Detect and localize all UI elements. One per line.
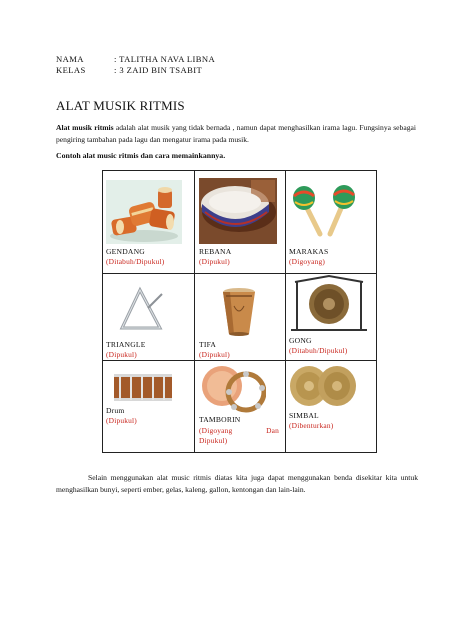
class-row — [56, 65, 202, 75]
play-method-marakas: (Digoyang) — [289, 257, 326, 266]
instrument-name-marakas: MARAKAS — [289, 247, 329, 256]
play-method-tamborin — [199, 426, 279, 436]
instrument-name-drum: Drum — [106, 406, 125, 415]
snare-drum-icon — [112, 370, 174, 404]
tambourine-icon — [200, 362, 266, 414]
examples-heading: Contoh alat music ritmis dan cara memainkannya. — [56, 151, 226, 160]
triangle-icon — [118, 286, 164, 334]
class-label: KELAS — [56, 65, 86, 75]
name-value: : TALITHA NAVA LIBNA — [114, 54, 216, 64]
instrument-name-simbal: SIMBAL — [289, 411, 319, 420]
instrument-name-triangle: TRIANGLE — [106, 340, 146, 349]
definition-text: adalah alat musik yang tidak bernada , namun dapat menghasilkan irama lagu. Fungsinya sebagai pengiring tambahan pada lagu dan mengatur irama pada musik. — [56, 123, 417, 144]
maracas-icon — [290, 182, 360, 240]
play-method-drum: (Dipukul) — [106, 416, 137, 425]
play-method-tamborin-line1: (Digoyang — [199, 426, 233, 435]
play-method-gendang: (Ditabuh/Dipukul) — [106, 257, 165, 266]
instrument-name-gong: GONG — [289, 336, 312, 345]
instrument-name-tamborin: TAMBORIN — [199, 415, 241, 424]
name-row — [56, 54, 215, 64]
play-method-gong: (Ditabuh/Dipukul) — [289, 346, 348, 355]
page-title: ALAT MUSIK RITMIS — [56, 98, 185, 113]
play-method-tamborin-connector: Dan — [266, 426, 279, 435]
gong-icon — [289, 274, 369, 334]
play-method-rebana: (Dipukul) — [199, 257, 230, 266]
grid-divider — [102, 360, 377, 361]
tifa-drum-icon — [220, 286, 258, 336]
name-label: NAMA — [56, 54, 84, 64]
closing-paragraph: Selain menggunakan alat music ritmis diatas kita juga dapat menggunakan benda disekitar kita untuk menghasilkan bunyi, seperti ember, gelas, kaleng, gallon, kentongan dan lain-lain. — [56, 473, 418, 494]
grid-divider — [285, 170, 286, 453]
definition-paragraph — [56, 122, 416, 145]
instrument-name-gendang: GENDANG — [106, 247, 145, 256]
grid-divider — [194, 170, 195, 453]
cymbals-icon — [289, 364, 357, 408]
gendang-drums-icon — [106, 180, 182, 244]
play-method-triangle: (Dipukul) — [106, 350, 137, 359]
play-method-tifa: (Dipukul) — [199, 350, 230, 359]
definition-term: Alat musik ritmis — [56, 123, 114, 132]
instrument-name-rebana: REBANA — [199, 247, 232, 256]
rebana-frame-drum-icon — [199, 178, 277, 244]
play-method-simbal: (Dibenturkan) — [289, 421, 334, 430]
class-value: : 3 ZAID BIN TSABIT — [114, 65, 203, 75]
play-method-tamborin-line2: Dipukul) — [199, 436, 228, 445]
instrument-name-tifa: TIFA — [199, 340, 217, 349]
